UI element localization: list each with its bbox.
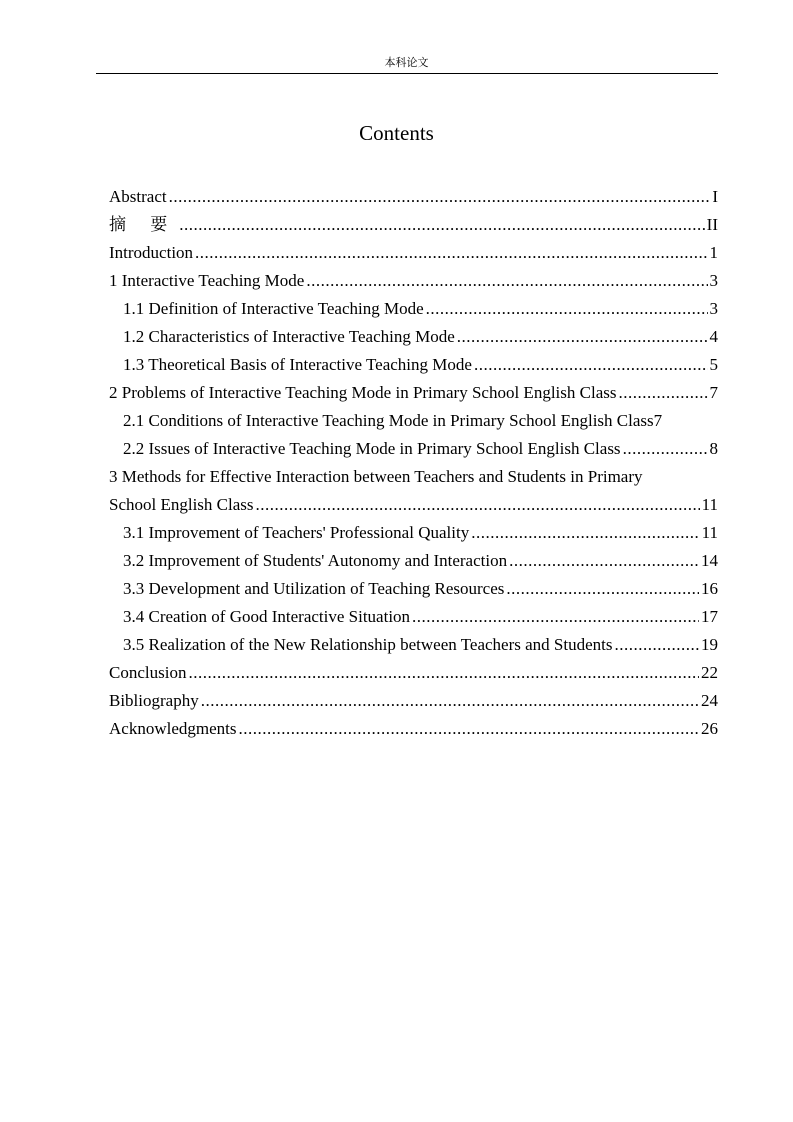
toc-entry-chapter-3[interactable] — [109, 463, 718, 519]
toc-entry-section-1-3[interactable] — [109, 351, 718, 379]
toc-leader-dots — [474, 351, 708, 379]
toc-leader-dots — [238, 715, 699, 743]
toc-entry-page: II — [706, 215, 718, 234]
toc-entry-label: 3.4 Creation of Good Interactive Situation — [123, 607, 411, 626]
toc-entry-page: 7 — [653, 411, 663, 430]
toc-entry-label: 摘 要 — [109, 215, 178, 234]
toc-entry-label: 1.3 Theoretical Basis of Interactive Teaching Mode — [123, 355, 472, 374]
toc-leader-dots — [471, 519, 699, 547]
toc-entry-page: 11 — [701, 523, 718, 542]
toc-entry-label: 3 Methods for Effective Interaction between Teachers and Students in Primary — [109, 467, 643, 486]
toc-entry-page: 7 — [709, 383, 718, 402]
toc-leader-dots — [306, 267, 707, 295]
toc-entry-label: 1.2 Characteristics of Interactive Teaching Mode — [123, 327, 455, 346]
toc-leader-dots — [201, 687, 699, 715]
toc-entry-page: 16 — [701, 579, 718, 598]
toc-entry-section-3-1[interactable] — [109, 519, 718, 547]
page-title: Contents — [359, 121, 434, 145]
toc-entry-conclusion[interactable] — [109, 659, 718, 687]
toc-entry-label: 3.1 Improvement of Teachers' Professional Quality — [123, 523, 470, 542]
toc-leader-dots — [506, 575, 699, 603]
toc-entry-page: 19 — [701, 635, 718, 654]
toc-leader-dots — [169, 183, 711, 211]
toc-entry-bibliography[interactable] — [109, 687, 718, 715]
toc-entry-abstract[interactable] — [109, 183, 718, 211]
toc-entry-label: 1 Interactive Teaching Mode — [109, 271, 305, 290]
toc-entry-label: 3.3 Development and Utilization of Teaching Resources — [123, 579, 505, 598]
toc-entry-acknowledgments[interactable] — [109, 715, 718, 743]
toc-entry-page: 3 — [709, 271, 718, 290]
toc-leader-dots — [623, 435, 708, 463]
toc-entry-page: 17 — [701, 607, 718, 626]
toc-entry-label-continued: School English Class — [109, 495, 254, 514]
page-header: 本科论文 — [384, 57, 429, 69]
toc-entry-section-2-1[interactable] — [109, 407, 718, 435]
toc-leader-dots — [195, 239, 707, 267]
toc-entry-chapter-1[interactable] — [109, 267, 718, 295]
toc-entry-page: 24 — [701, 691, 718, 710]
toc-entry-section-1-2[interactable] — [109, 323, 718, 351]
toc-entry-label: 2 Problems of Interactive Teaching Mode in Primary School English Class — [109, 383, 617, 402]
toc-leader-dots — [457, 323, 708, 351]
toc-entry-label: Abstract — [109, 187, 167, 206]
toc-entry-page: 22 — [701, 663, 718, 682]
toc-entry-section-2-2[interactable] — [109, 435, 718, 463]
toc-leader-dots — [426, 295, 708, 323]
toc-entry-section-1-1[interactable] — [109, 295, 718, 323]
toc-entry-page: 26 — [701, 719, 718, 738]
toc-entry-chinese-abstract[interactable] — [109, 211, 718, 239]
toc-entry-label: 1.1 Definition of Interactive Teaching Mode — [123, 299, 424, 318]
toc-entry-page: 14 — [701, 551, 718, 570]
toc-entry-section-3-3[interactable] — [109, 575, 718, 603]
toc-leader-dots — [412, 603, 699, 631]
toc-entry-section-3-5[interactable] — [109, 631, 718, 659]
toc-leader-dots — [188, 659, 699, 687]
toc-entry-section-3-4[interactable] — [109, 603, 718, 631]
toc-entry-line — [109, 491, 718, 519]
toc-entry-label: 3.5 Realization of the New Relationship between Teachers and Students — [123, 635, 613, 654]
toc-leader-dots — [509, 547, 699, 575]
toc-entry-label: 3.2 Improvement of Students' Autonomy and Interaction — [123, 551, 508, 570]
toc-entry-chapter-2[interactable] — [109, 379, 718, 407]
toc-entry-introduction[interactable] — [109, 239, 718, 267]
toc-leader-dots — [256, 491, 700, 519]
toc-entry-label: Conclusion — [109, 663, 187, 682]
table-of-contents — [109, 183, 718, 743]
toc-entry-label: 2.1 Conditions of Interactive Teaching Mode in Primary School English Class — [123, 411, 654, 430]
header-rule — [96, 73, 718, 74]
toc-entry-page: 3 — [709, 299, 718, 318]
toc-entry-page: I — [712, 187, 718, 206]
toc-entry-page: 8 — [709, 439, 718, 458]
toc-leader-dots — [614, 631, 699, 659]
toc-entry-label: Introduction — [109, 243, 194, 262]
toc-leader-dots — [179, 211, 704, 239]
toc-entry-page: 11 — [701, 495, 718, 514]
toc-leader-dots — [618, 379, 707, 407]
toc-entry-label: Bibliography — [109, 691, 199, 710]
toc-entry-section-3-2[interactable] — [109, 547, 718, 575]
toc-entry-page: 1 — [709, 243, 718, 262]
toc-entry-label: 2.2 Issues of Interactive Teaching Mode in Primary School English Class — [123, 439, 621, 458]
toc-entry-page: 4 — [709, 327, 718, 346]
toc-entry-label: Acknowledgments — [109, 719, 237, 738]
toc-entry-line — [109, 463, 718, 491]
toc-entry-page: 5 — [709, 355, 718, 374]
